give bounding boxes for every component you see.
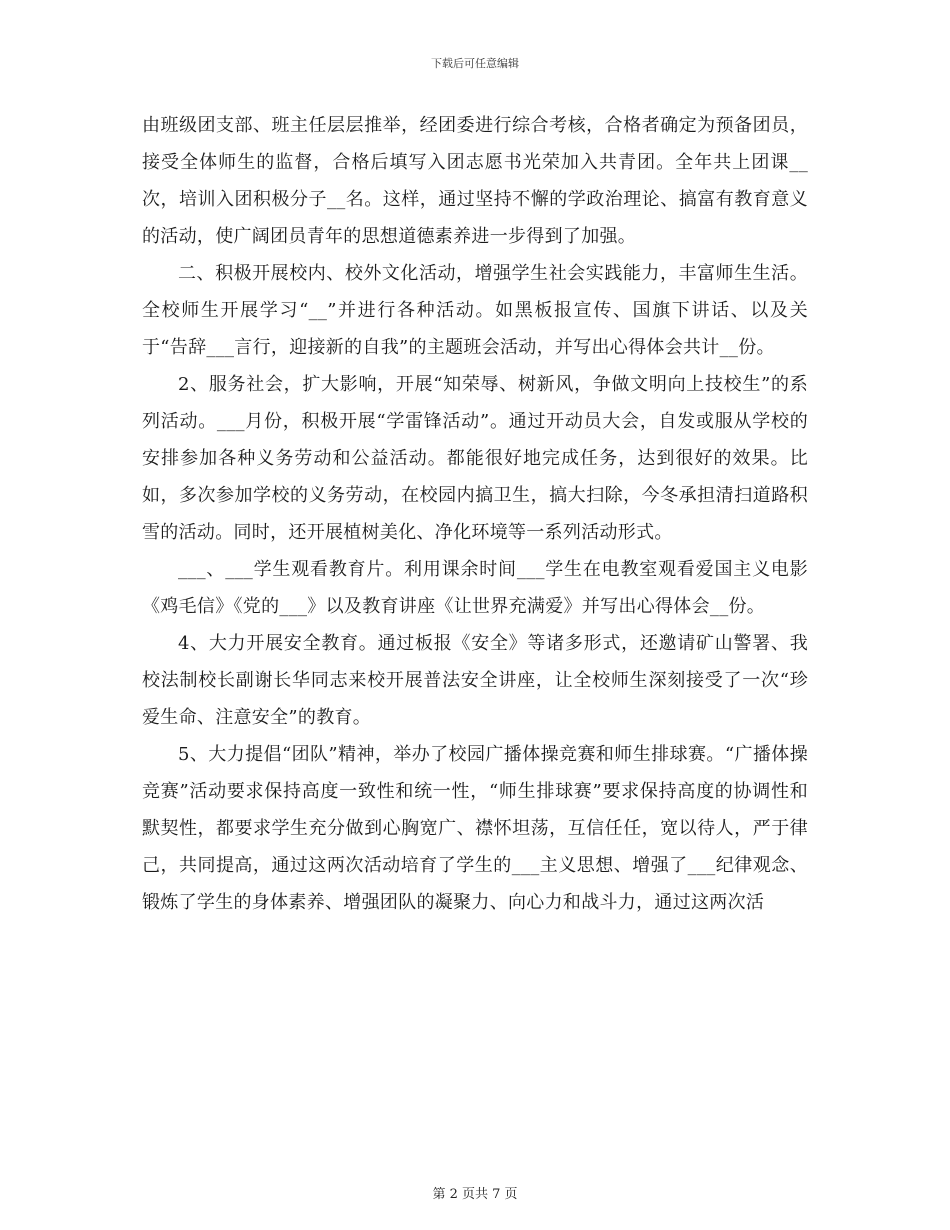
page-number: 第 2 页共 7 页 <box>432 1187 518 1202</box>
page-header: 下载后可任意编辑 <box>431 57 519 70</box>
document-body <box>142 107 808 921</box>
paragraph-2: 二、积极开展校内、校外文化活动，增强学生社会实践能力，丰富师生生活。全校师生开展学习“__”并进行各种活动。如黑板报宣传、国旗下讲话、以及关于“告辞___言行，迎接新的自我”的主题班会活动，并写出心得体会共计__份。 <box>142 263 808 358</box>
paragraph-6: 5、大力提倡“团队”精神，举办了校园广播体操竞赛和师生排球赛。“广播体操竞赛”活动要求保持高度一致性和统一性，“师生排球赛”要求保持高度的协调性和默契性，都要求学生充分做到心胸宽广、襟怀坦荡，互信任任，宽以待人，严于律己，共同提高，通过这两次活动培育了学生的___主义思想、增强了___纪律观念、锻炼了学生的身体素养、增强团队的凝聚力、向心力和战斗力，通过这两次活 <box>142 744 808 913</box>
paragraph-1: 由班级团支部、班主任层层推举，经团委进行综合考核，合格者确定为预备团员，接受全体师生的监督，合格后填写入团志愿书光荣加入共青团。全年共上团课__次，培训入团积极分子__名。这样，通过坚持不懈的学政治理论、搞富有教育意义的活动，使广阔团员青年的思想道德素养进一步得到了加强。 <box>142 115 808 247</box>
paragraph-4: ___、___学生观看教育片。利用课余时间___学生在电教室观看爱国主义电影《鸡毛信》《党的___》以及教育讲座《让世界充满爱》并写出心得体会__份。 <box>142 559 808 617</box>
paragraph-5: 4、大力开展安全教育。通过板报《安全》等诸多形式，还邀请矿山警署、我校法制校长副谢长华同志来校开展普法安全讲座，让全校师生深刻接受了一次“珍爱生命、注意安全”的教育。 <box>142 633 808 728</box>
paragraph-3: 2、服务社会，扩大影响，开展“知荣辱、树新风，争做文明向上技校生”的系列活动。___月份，积极开展“学雷锋活动”。通过开动员大会，自发或服从学校的安排参加各种义务劳动和公益活动。都能很好地完成任务，达到很好的效果。比如，多次参加学校的义务劳动，在校园内搞卫生，搞大扫除，今冬承担清扫道路积雪的活动。同时，还开展植树美化、净化环境等一系列活动形式。 <box>142 374 808 543</box>
